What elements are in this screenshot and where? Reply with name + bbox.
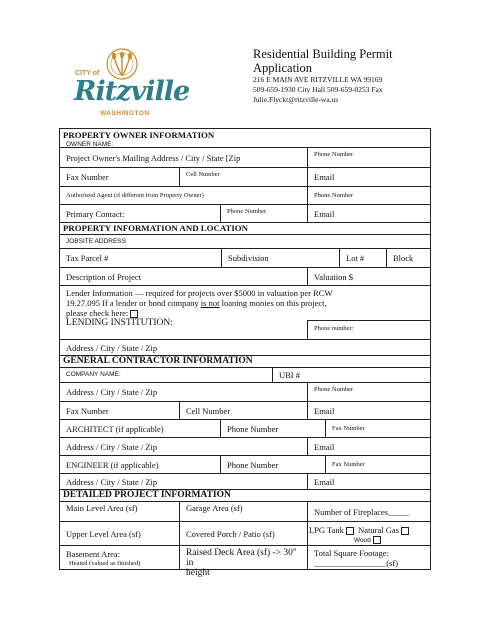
contractor-fax-row: [59, 402, 431, 420]
engineer-email-field[interactable]: Email: [307, 474, 430, 489]
engineer-phone-field[interactable]: Phone Number: [220, 456, 325, 473]
fuel-type-field: LPG Tank Natural Gas Wood: [307, 522, 430, 545]
owner-cell-field[interactable]: Cell Number: [179, 168, 307, 186]
upper-level-row: [59, 522, 431, 546]
agent-phone-field[interactable]: Phone Number: [307, 187, 430, 204]
lpg-checkbox[interactable]: [346, 527, 354, 535]
basement-row: [59, 546, 431, 578]
wood-checkbox[interactable]: [373, 536, 381, 544]
agent-field[interactable]: Authorized Agent (if different from Property Owner): [66, 191, 204, 199]
logo-name: Ritzville: [74, 76, 190, 107]
engineer-fax-field[interactable]: Fax Number: [325, 456, 430, 473]
city-logo: [60, 46, 190, 124]
owner-fax-row: [59, 168, 431, 187]
contractor-section-row: [59, 356, 431, 368]
logo-top-text: CITY of: [75, 70, 100, 77]
architect-field[interactable]: ARCHITECT (if applicable): [66, 423, 164, 434]
owner-fax-field[interactable]: Fax Number: [66, 172, 109, 182]
block-field[interactable]: Block: [386, 249, 430, 267]
tax-parcel-field[interactable]: Tax Parcel #: [66, 253, 109, 263]
no-lender-checkbox[interactable]: [130, 310, 138, 318]
total-sf-field[interactable]: Total Square Footage: _________________(sf): [307, 546, 430, 569]
engineer-address-field[interactable]: Address / City / State / Zip: [66, 476, 158, 487]
lender-row: [59, 286, 431, 340]
contractor-fax-field[interactable]: Fax Number: [66, 405, 109, 416]
primary-contact-field[interactable]: Primary Contact:: [66, 208, 125, 219]
company-row: [59, 368, 431, 383]
contractor-cell-field[interactable]: Cell Number: [179, 402, 307, 419]
architect-fax-field[interactable]: Fax Number: [325, 420, 430, 437]
city-address: 216 E MAIN AVE RITZVILLE WA 99169: [253, 75, 383, 84]
porch-field[interactable]: Covered Porch / Patio (sf): [179, 522, 307, 545]
owner-name-field[interactable]: OWNER NAME:: [66, 141, 114, 148]
parcel-row: [59, 249, 431, 268]
city-phones: 509-659-1930 City Hall 509-659-0253 Fax: [253, 85, 383, 94]
lender-line1: Lender Information — required for projects over $5000 in valuation per RCW: [66, 288, 333, 298]
contractor-email-field[interactable]: Email: [307, 402, 430, 419]
ubi-field[interactable]: UBI #: [272, 368, 430, 382]
main-level-row: [59, 502, 431, 522]
valuation-field[interactable]: Valuation $: [307, 268, 430, 285]
city-email: Julie.Flyckt@ritzville-wa.us: [253, 95, 339, 104]
owner-agent-row: [59, 187, 431, 205]
jobsite-row: [59, 235, 431, 249]
description-row: [59, 268, 431, 286]
natural-gas-checkbox[interactable]: [401, 527, 409, 535]
owner-mailing-field[interactable]: Project Owner's Mailing Address / City / State [Zip: [66, 152, 241, 163]
engineer-field[interactable]: ENGINEER (if applicable): [66, 459, 159, 470]
lender-line3: please check here:: [66, 308, 424, 318]
section-title-owner: PROPERTY OWNER INFORMATION: [63, 130, 215, 140]
jobsite-address-field[interactable]: JOBSITE ADDRESS: [66, 237, 126, 245]
lending-address-row: [59, 340, 431, 356]
contractor-phone-field[interactable]: Phone Number: [307, 383, 430, 401]
lending-address-field[interactable]: Address / City / State / Zip: [66, 342, 158, 353]
project-description-field[interactable]: Description of Project: [66, 271, 142, 282]
lot-field[interactable]: Lot #: [339, 249, 386, 267]
garage-field[interactable]: Garage Area (sf): [179, 502, 307, 521]
logo-state: WASHINGTON: [100, 110, 150, 117]
raised-deck-field[interactable]: Raised Deck Area (sf) -> 30" in height: [179, 546, 307, 569]
property-section-row: [59, 223, 431, 235]
section-title-project: DETAILED PROJECT INFORMATION: [63, 490, 231, 500]
architect-row: [59, 420, 431, 438]
owner-email-field[interactable]: Email: [307, 168, 430, 186]
lending-institution-field[interactable]: LENDING INSTITUTION:: [66, 318, 173, 329]
section-title-property: PROPERTY INFORMATION AND LOCATION: [63, 223, 249, 233]
architect-email-field[interactable]: Email: [307, 438, 430, 455]
contractor-address-row: [59, 383, 431, 402]
section-title-contractor: GENERAL CONTRACTOR INFORMATION: [63, 356, 253, 366]
owner-section-row: [59, 128, 431, 148]
architect-address-row: [59, 438, 431, 456]
architect-address-field[interactable]: Address / City / State / Zip: [66, 441, 158, 452]
fireplaces-field[interactable]: Number of Fireplaces_____: [307, 502, 430, 521]
basement-field[interactable]: Basement Area: Heated (valued as finished): [66, 549, 141, 567]
engineer-row: [59, 456, 431, 474]
project-section-row: [59, 490, 431, 502]
owner-phone-field[interactable]: Phone Number: [307, 148, 430, 167]
primary-phone-field[interactable]: Phone Number: [220, 205, 307, 222]
primary-email-field[interactable]: Email: [307, 205, 430, 222]
form-title-line1: Residential Building Permit: [253, 47, 393, 61]
owner-mailing-row: [59, 148, 431, 168]
upper-level-field[interactable]: Upper Level Area (sf): [66, 528, 141, 539]
lender-line2: 19.27.095 If a lender or bond company is not loaning monies on this project,: [66, 298, 327, 308]
contractor-address-field[interactable]: Address / City / State / Zip: [66, 387, 158, 397]
engineer-address-row: [59, 474, 431, 490]
company-name-field[interactable]: COMPANY NAME:: [66, 371, 121, 378]
owner-primary-row: [59, 205, 431, 223]
lending-phone-field[interactable]: Phone number:: [307, 320, 430, 339]
architect-phone-field[interactable]: Phone Number: [220, 420, 325, 437]
form-header: [253, 47, 473, 105]
form-title-line2: Application: [253, 61, 313, 75]
subdivision-field[interactable]: Subdivision: [221, 249, 339, 267]
permit-form: [59, 128, 431, 578]
main-level-field[interactable]: Main Level Area (sf): [66, 503, 138, 513]
